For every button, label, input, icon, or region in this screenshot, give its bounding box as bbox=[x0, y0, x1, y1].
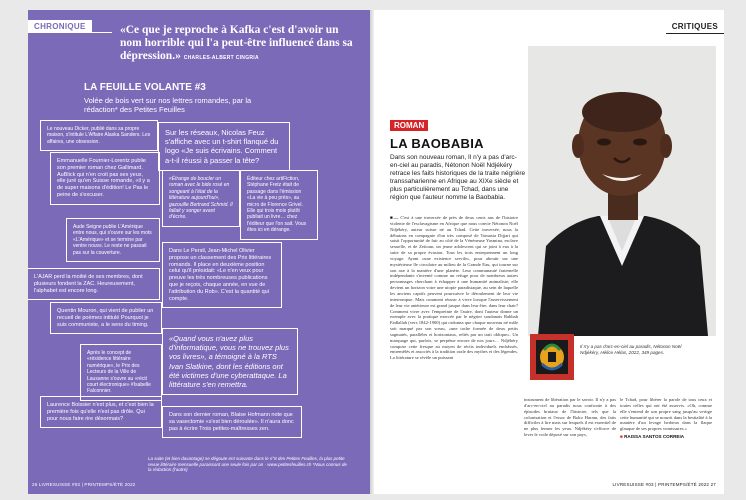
column-text: le Tchad, pour libérer la parole de tous ceux et toutes celles qui ont été asservis. «Oh, comme elle s'entend de son propre sang jusqu'au vertige cette humanité qui se nourrit dans la bestialité à la manière d'un levage herbeux dans la flaque glauque de ses propres vomissures.» bbox=[620, 397, 712, 432]
page-folio: LIVRESUISSE #03 | PRINTEMPS/ÉTÉ 2022 27 bbox=[612, 482, 716, 487]
book-cover bbox=[530, 334, 574, 380]
portrait-illustration bbox=[528, 46, 716, 336]
note-box: Le nouveau Dicker, publié dans sa propre maison, s'intitule L'Affaire Alaska Sanders. Les affaires, une obsession. bbox=[40, 120, 158, 151]
article-column: le Tchad, pour libérer la parole de tous ceux et toutes celles qui ont été asservis. «Oh, comme elle s'entend de son propre sang jusqu'au vertige cette humanité qui se nourrit dans la bestialité à la manière d'un levage herbeux dans la flaque glauque de ses propres vomissures.» ■ RAISSA SANTOS CORREIA bbox=[620, 397, 712, 440]
footnote: La suite (et bien davantage) se dégoute ent suivante dans le n°8 des Petites Feuilles, la plus petite revue littéraire mensuelle paraissant une seule fois par an · www.petitesfeuilles.ch *Nous connus de la rédaction (l'autre) bbox=[148, 456, 347, 473]
cover-caption: Il n'y a pas d'arc-en-ciel au paradis, Nétonon Noël Ndjékéry, Hélice Hélas, 2022, 349 pages. bbox=[580, 344, 682, 355]
note-box: Laurence Boissier n'est plus, et c'est bien la première fois qu'elle n'est pas drôle. Qui pour nous faire rire désormais? bbox=[40, 396, 162, 428]
note-box: Dans son dernier roman, Blaise Hofmann note que sa vasectomie «s'est bien déroulée». Il n'aura donc pas à écrire Trois petites-maîtresses zen. bbox=[162, 406, 302, 438]
note-box: Après le concept de «résidence littéraire numérique», le Prix des Lecteurs de la Ville de Lausanne s'ouvre au «récit court électronique» #Isabelle Falconnier. bbox=[80, 344, 162, 401]
pull-quote bbox=[120, 24, 360, 65]
quote-author: CHARLES-ALBERT CINGRIA bbox=[183, 55, 259, 61]
note-box: Quentin Mouron, qui vient de publier un recueil de poèmes intitulé Pourquoi je suis communiste, a le sens du timing. bbox=[50, 302, 162, 334]
quote-text: «Ce que je reproche à Kafka c'est d'avoir un nom horrible qui l'a peut-être influencé dans sa dépression.» bbox=[120, 24, 353, 62]
note-box: «Étrange de boucler un roman avec le bide rosé en songeant à l'état de la littérature aujourd'hui», gazouille Bertrand Schmid. Il fallait y songer avant d'écrire. bbox=[162, 170, 240, 227]
note-box: «Quand vous n'avez plus d'informatique, vous ne trouvez plus vos livres», a témoigné à la RTS Ivan Slatkine, dont les éditions ont été victimes d'une cyberattaque. La littérature s'en remettra. bbox=[162, 328, 298, 395]
section-label: CHRONIQUE bbox=[28, 20, 92, 33]
author-photo bbox=[528, 46, 716, 336]
left-page bbox=[28, 10, 370, 494]
note-box: L'AJAR perd la moitié de ses membres, dont plusieurs fondent la ZAC. Heureusement, l'alphabet est encore long. bbox=[28, 268, 160, 300]
divider bbox=[28, 32, 112, 33]
paragraph-mark: ■— bbox=[390, 215, 399, 220]
note-box: Emmanuelle Fournier-Lorentz publie son premier roman chez Gallimard. AuBlick qui n'en croit pas ses yeux, elle juré qu'en Suisse romande, «il y a de super maisons d'édition! Le Pas le peine de s'excuser. bbox=[50, 152, 160, 205]
page-folio: 26 LIVRESUISSE #03 | PRINTEMPS/ÉTÉ 2022 bbox=[32, 482, 136, 487]
note-box: Dans Le Persil, Jean-Michel Olivier propose un classement des Prix littéraires romands. Il place en deuxième position celui qu'il présidait: «Le n'en veux pour preuve les très nombreuses publications que je reçois, chaque année, en vue de l'attribution du Rob». C'est la quantité qui compte. bbox=[162, 242, 282, 308]
book-cover-art bbox=[530, 334, 574, 380]
page-title: LA FEUILLE VOLANTE #3 bbox=[84, 82, 206, 93]
note-box: Éditeur chez artiFiction, Stéphane Fretz était de passage dans l'émission «La vie à peu près», au micro de Florence Grivel. Elle qui trois mois plutôt publiait un livre… chez l'éditeur que l'on sait. Vous êtes ici en dérange. bbox=[240, 170, 318, 240]
note-box: Sur les réseaux, Nicolas Feuz s'affiche avec un t-shirt flanqué du logo «Je suis écrivains. Comment a-t-il réussi à passer la tête? bbox=[158, 122, 290, 171]
column-text: C'est à une traversée de près de deux cents ans de l'histoire violente de l'esclavagisme en Afrique que nous convie Nétonon Noël Ndjékéry, auteur suisse né au Tchad. Cette traversée, nous la débutons en compagnie d'un très composé de Tomasta Dijjari qui saisit l'opportunité de fuir au côté de la Vénéneuse Yasmina, esclave sexuelle, et de Zeitoun, un jeune adolescent qui se joint à eux à la suite de sa propre évasion. Tous les trois entreprennent un long voyage. Ayant «une existence servile», pour aboutir sur une mystérieuse île circulaire au milieu de la Grande Eau, qui tourne sur son axe à la manière d'une planète. Leur communauté fraternelle indépendante s'inventé comme un refuge pour de nombreux autres personnages cherchant à échapper à une humanité animaliste; elle devient un horizon votre une utopie paradisiaque, au sein de laquelle les anciens captifs peuvent poursuivre le déroulement de leur vie interrompue. Mais comment réussir à vivre lorsque l'asservissement de leur vie antérieure est grand jusque dans leur être, dans leur chair? Comment vivre avec l'empreinte de l'autre, dont l'auteur donne un exemple avec la pratique exercée par le négrier soudanais Rabbah Fadlallah (vers 1842-1900) qui ordonna que chaque nouveau né mâle soit marqué par son sceau, «une tache formée de deux petits sagmatés, parallèles et horizontaux, reliés par un trait oblique». Un marquage qui, parfois, se perpétue encore de nos jours… Ndjékéry compose cette fresque au moyen de récits individuels enchâssés, entremêlés et associés à la tradition orale des mythes et des légendes. La littérature se révèle un puissant bbox=[390, 215, 518, 361]
note-box: Aude Seigne publie L'Amérique entre nous, qui s'ouvre sur les mots «L'Amérique» et se termine par ventre nouvs. Le reste ne passait pas sur la couverture. bbox=[66, 218, 160, 262]
page-subtitle: Volée de bois vert sur nos lettres romandes, par la rédaction* des Petites Feuilles bbox=[84, 96, 252, 114]
article-headline: LA BAOBABIA bbox=[390, 136, 484, 151]
article-column bbox=[390, 215, 518, 361]
signature: RAISSA SANTOS CORREIA bbox=[624, 434, 685, 440]
article-lead: Dans son nouveau roman, Il n'y a pas d'arc-en-ciel au paradis, Nétonon Noël Ndjékéry retrace les faits historiques de la traite négrière transsaharienne en Afrique au XIXe siècle et plus particulièrement au Tchad, dans une région que l'auteur nomme la Baobabia. bbox=[390, 154, 526, 201]
genre-tag: ROMAN bbox=[390, 120, 428, 131]
right-page bbox=[374, 10, 724, 494]
section-label: CRITIQUES bbox=[666, 20, 724, 34]
article-column: instrument de libération par le savoir. Il n'y a pas d'arc-en-ciel au paradis nous confronte à des épisodes brutaux de l'histoire, tels que la colonisation et l'essor de Boko Haram, des faits difficiles à lire mais sur lesquels il est essentiel de ne plus fermer les yeux. Ndjékéry s'efforce de lever le voile déposé sur son pays, bbox=[524, 397, 616, 438]
